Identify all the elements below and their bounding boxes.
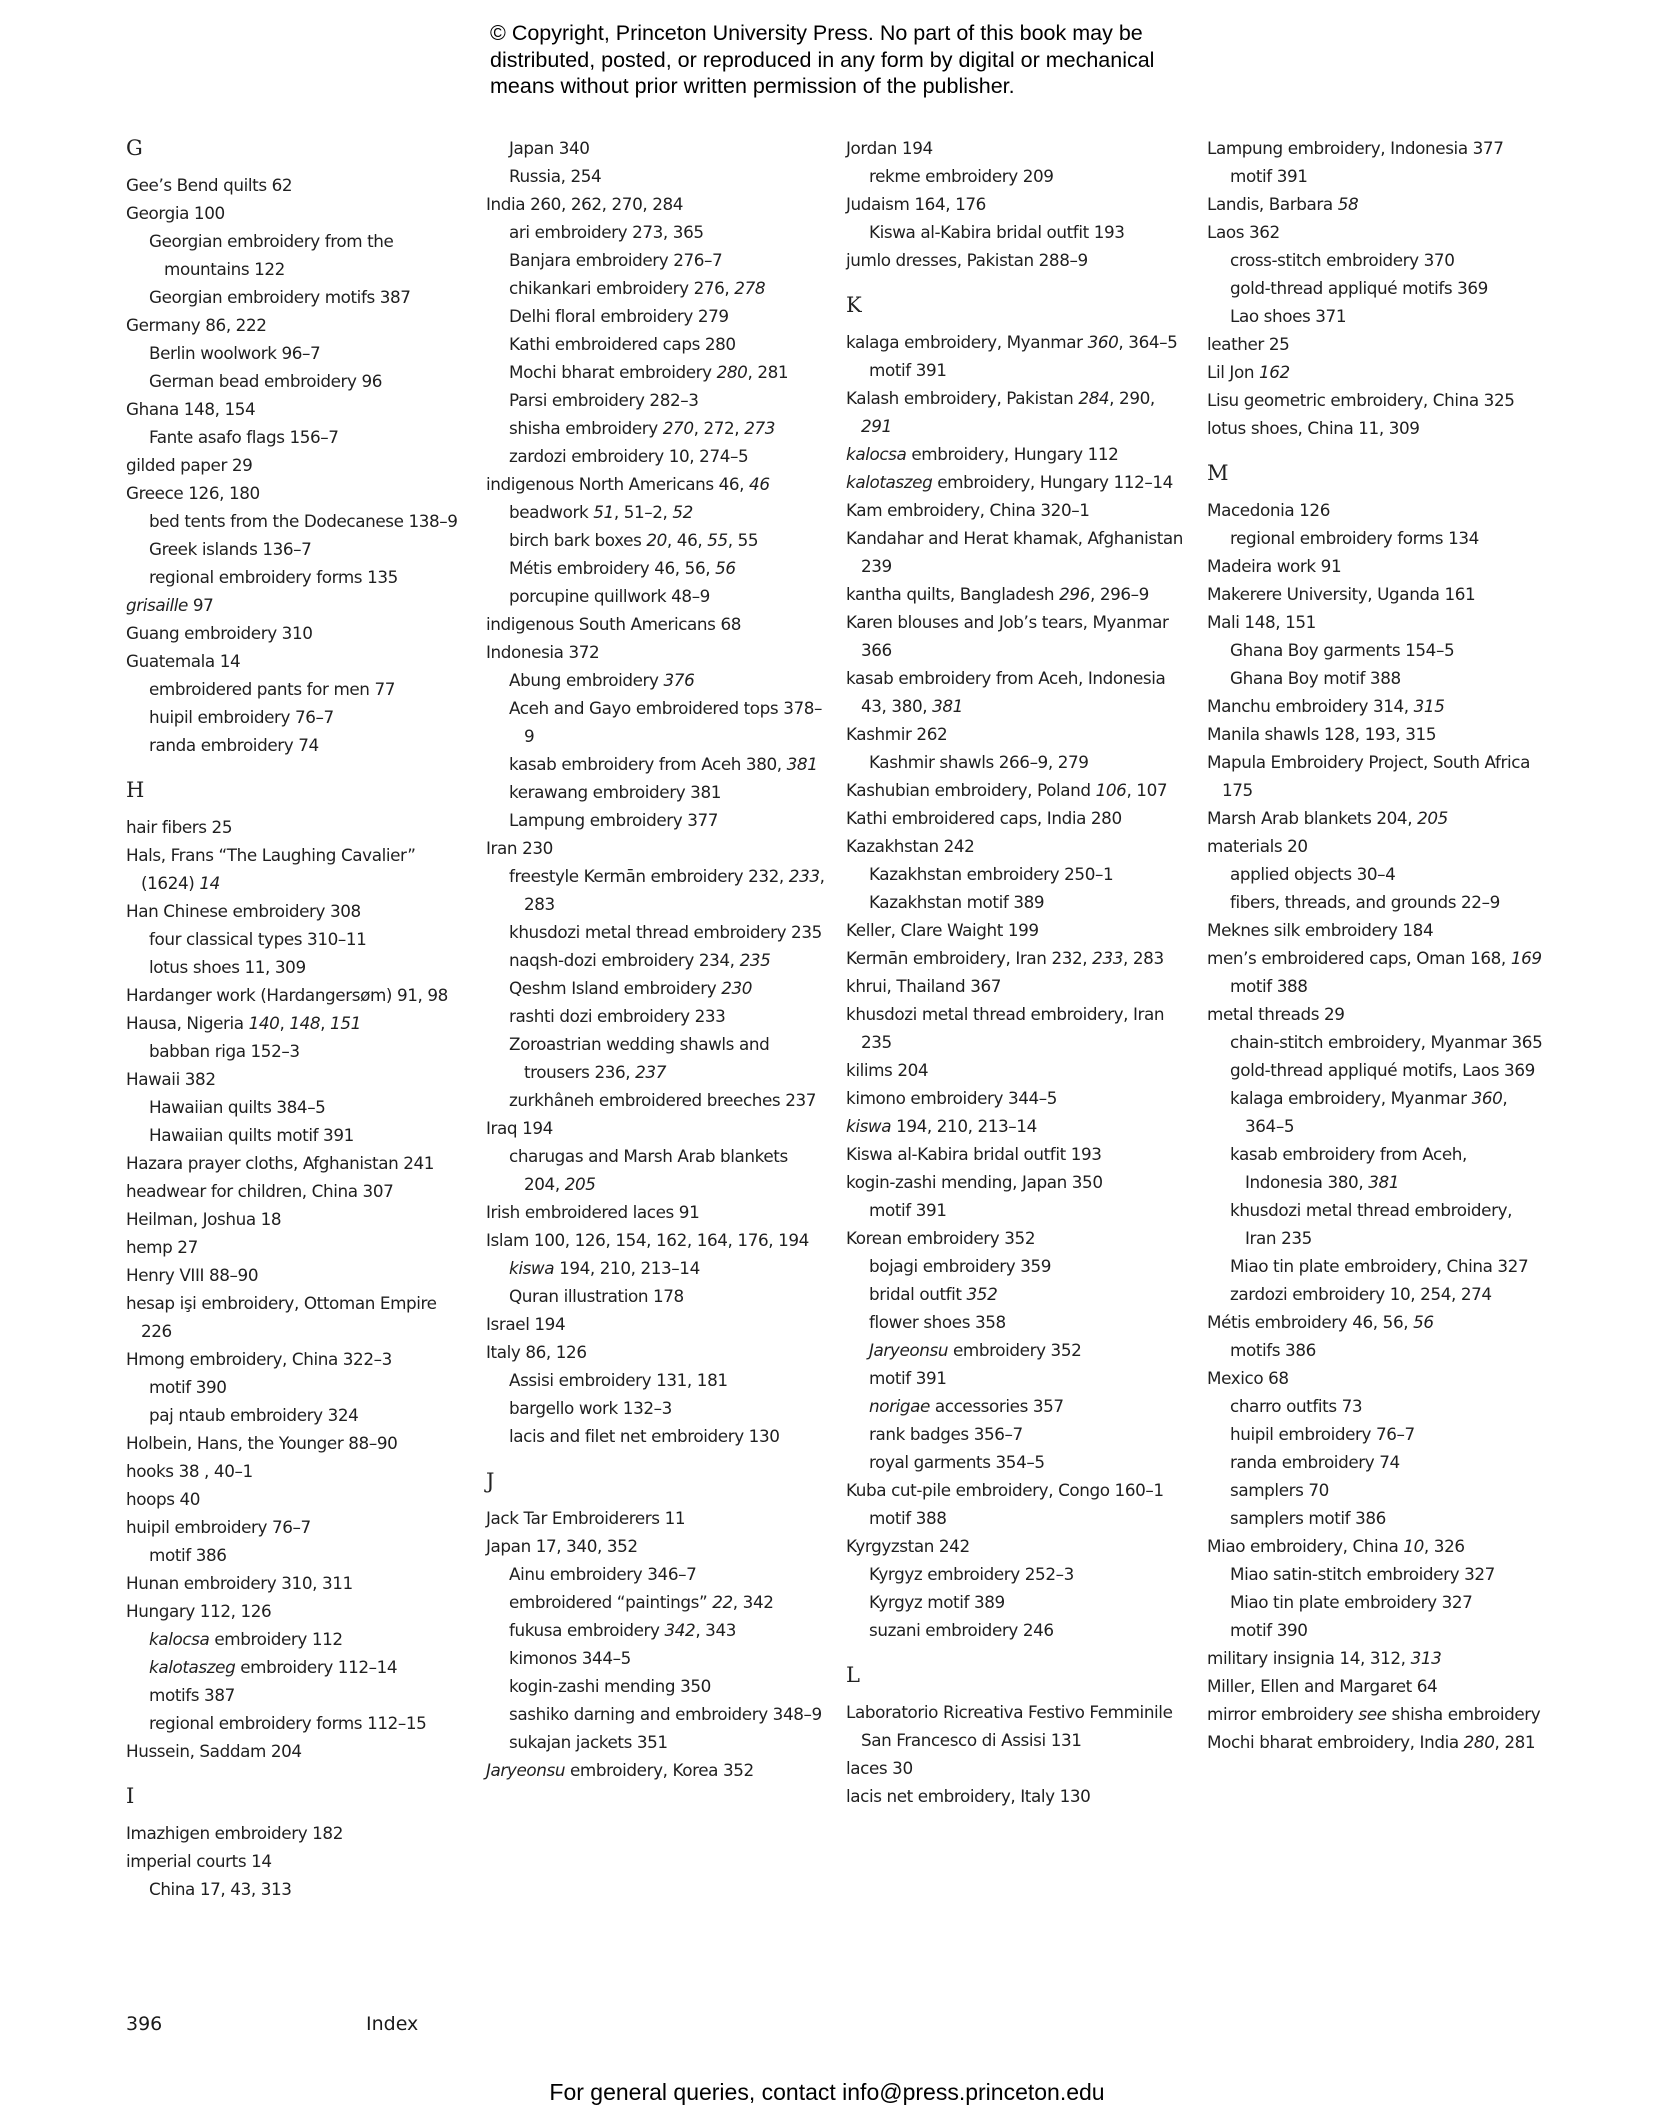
index-entry: Kazakhstan 242 [846, 836, 975, 856]
copyright-line: means without prior written permission of the publisher. [490, 74, 1015, 98]
index-entry: lacis net embroidery, Italy 130 [846, 1786, 1091, 1806]
index-entry: Mochi bharat embroidery, India 280, 281 [1207, 1732, 1536, 1752]
index-entry: laces 30 [846, 1758, 913, 1778]
index-entry: hoops 40 [126, 1489, 201, 1509]
index-subentry: Miao tin plate embroidery 327 [1230, 1592, 1473, 1612]
index-subentry: Ainu embroidery 346–7 [509, 1564, 697, 1584]
index-subentry: babban riga 152–3 [149, 1041, 300, 1061]
index-subentry: embroidered “paintings” 22, 342 [509, 1592, 774, 1612]
index-subentry: zardozi embroidery 10, 254, 274 [1230, 1284, 1492, 1304]
index-subentry: regional embroidery forms 112–15 [149, 1713, 427, 1733]
index-subentry: Abung embroidery 376 [509, 670, 695, 690]
index-entry: hemp 27 [126, 1237, 198, 1257]
index-subentry: German bead embroidery 96 [149, 371, 383, 391]
index-subentry: rashti dozi embroidery 233 [509, 1006, 726, 1026]
section-letter: L [846, 1663, 860, 1687]
index-subentry: Aceh and Gayo embroidered tops 378–9 [509, 698, 823, 746]
index-entry: kogin-zashi mending, Japan 350 [846, 1172, 1103, 1192]
index-entry: kalotaszeg embroidery, Hungary 112–14 [846, 472, 1173, 492]
index-subentry: bed tents from the Dodecanese 138–9 [149, 511, 458, 531]
index-entry: Jaryeonsu embroidery, Korea 352 [486, 1760, 754, 1780]
index-subentry: chikankari embroidery 276, 278 [509, 278, 766, 298]
index-entry: Kyrgyzstan 242 [846, 1536, 970, 1556]
index-entry: Ghana 148, 154 [126, 399, 256, 419]
index-subentry: sukajan jackets 351 [509, 1732, 668, 1752]
index-entry: jumlo dresses, Pakistan 288–9 [846, 250, 1088, 270]
index-subentry: Ghana Boy garments 154–5 [1230, 640, 1455, 660]
index-subentry: rank badges 356–7 [869, 1424, 1023, 1444]
index-entry: Kam embroidery, China 320–1 [846, 500, 1090, 520]
index-entry: kantha quilts, Bangladesh 296, 296–9 [846, 584, 1149, 604]
index-subentry: sashiko darning and embroidery 348–9 [509, 1704, 822, 1724]
index-entry: Kermān embroidery, Iran 232, 233, 283 [846, 948, 1164, 968]
index-entry: Manchu embroidery 314, 315 [1207, 696, 1445, 716]
contact-line: For general queries, contact info@press.princeton.edu [549, 2079, 1105, 2105]
index-subentry: Parsi embroidery 282–3 [509, 390, 699, 410]
index-entry: Islam 100, 126, 154, 162, 164, 176, 194 [486, 1230, 809, 1250]
index-entry: Judaism 164, 176 [846, 194, 986, 214]
index-subentry: charugas and Marsh Arab blankets 204, 205 [509, 1146, 788, 1194]
index-subentry: lotus shoes 11, 309 [149, 957, 306, 977]
copyright-line: © Copyright, Princeton University Press. No part of this book may be [490, 21, 1143, 45]
index-subentry: China 17, 43, 313 [149, 1879, 292, 1899]
index-entry: Kuba cut-pile embroidery, Congo 160–1 [846, 1480, 1164, 1500]
index-entry: Italy 86, 126 [486, 1342, 587, 1362]
index-subentry: gold-thread appliqué motifs, Laos 369 [1230, 1060, 1535, 1080]
index-subentry: bridal outfit 352 [869, 1284, 998, 1304]
index-entry: kimono embroidery 344–5 [846, 1088, 1058, 1108]
index-entry: hair fibers 25 [126, 817, 233, 837]
index-subentry: porcupine quillwork 48–9 [509, 586, 710, 606]
copyright-notice [490, 20, 1250, 100]
page-number: 396 [126, 2013, 163, 2035]
index-subentry: regional embroidery forms 135 [149, 567, 398, 587]
section-letter: J [486, 1469, 495, 1493]
index-subentry: Assisi embroidery 131, 181 [509, 1370, 728, 1390]
index-entry: Hausa, Nigeria 140, 148, 151 [126, 1013, 361, 1033]
index-entry: materials 20 [1207, 836, 1308, 856]
index-subentry: bojagi embroidery 359 [869, 1256, 1052, 1276]
copyright-line: distributed, posted, or reproduced in any form by digital or mechanical [490, 47, 1155, 72]
index-entry: Iraq 194 [486, 1118, 553, 1138]
index-subentry: Hawaiian quilts 384–5 [149, 1097, 326, 1117]
index-subentry: Kiswa al-Kabira bridal outfit 193 [869, 222, 1125, 242]
index-subentry: fukusa embroidery 342, 343 [509, 1620, 737, 1640]
index-subentry: kogin-zashi mending 350 [509, 1676, 711, 1696]
index-entry: Hals, Frans “The Laughing Cavalier” (1624) 14 [126, 845, 416, 893]
index-entry: Kashmir 262 [846, 724, 948, 744]
index-subentry: motifs 387 [149, 1685, 235, 1705]
index-entry: Mali 148, 151 [1207, 612, 1316, 632]
index-subentry: naqsh-dozi embroidery 234, 235 [509, 950, 771, 970]
index-subentry: beadwork 51, 51–2, 52 [509, 502, 693, 522]
index-entry: Imazhigen embroidery 182 [126, 1823, 343, 1843]
index-subentry: kasab embroidery from Aceh 380, 381 [509, 754, 818, 774]
index-subentry: bargello work 132–3 [509, 1398, 672, 1418]
index-entry: indigenous South Americans 68 [486, 614, 741, 634]
index-entry: Kiswa al-Kabira bridal outfit 193 [846, 1144, 1102, 1164]
index-subentry: Banjara embroidery 276–7 [509, 250, 723, 270]
section-letter: H [126, 778, 144, 802]
index-subentry: Greek islands 136–7 [149, 539, 312, 559]
index-subentry: kalotaszeg embroidery 112–14 [149, 1657, 398, 1677]
index-subentry: Georgian embroidery motifs 387 [149, 287, 411, 307]
index-subentry: zurkhâneh embroidered breeches 237 [509, 1090, 817, 1110]
index-entry: mirror embroidery see shisha embroidery [1207, 1704, 1541, 1724]
index-entry: Japan 17, 340, 352 [486, 1536, 638, 1556]
index-subentry: kerawang embroidery 381 [509, 782, 722, 802]
index-subentry: Georgian embroidery from the mountains 122 [149, 231, 394, 279]
index-entry: Gee’s Bend quilts 62 [126, 175, 293, 195]
index-subentry: kasab embroidery from Aceh, Indonesia 380, 381 [1230, 1144, 1467, 1192]
index-entry: Hungary 112, 126 [126, 1601, 272, 1621]
index-subentry: chain-stitch embroidery, Myanmar 365 [1230, 1032, 1543, 1052]
index-entry: Iran 230 [486, 838, 553, 858]
index-entry: huipil embroidery 76–7 [126, 1517, 311, 1537]
index-subentry: rekme embroidery 209 [869, 166, 1054, 186]
index-subentry: cross-stitch embroidery 370 [1230, 250, 1455, 270]
index-entry: Lampung embroidery, Indonesia 377 [1207, 138, 1504, 158]
index-entry: Mapula Embroidery Project, South Africa 175 [1207, 752, 1530, 800]
index-subentry: Lao shoes 371 [1230, 306, 1347, 326]
index-entry: leather 25 [1207, 334, 1290, 354]
index-subentry: Fante asafo flags 156–7 [149, 427, 339, 447]
index-subentry: huipil embroidery 76–7 [149, 707, 334, 727]
index-entry: Jack Tar Embroiderers 11 [486, 1508, 686, 1528]
index-entry: Georgia 100 [126, 203, 225, 223]
index-entry: imperial courts 14 [126, 1851, 272, 1871]
index-subentry: birch bark boxes 20, 46, 55, 55 [509, 530, 759, 550]
index-subentry: motif 391 [869, 1368, 947, 1388]
index-entry: Makerere University, Uganda 161 [1207, 584, 1476, 604]
index-entry: Han Chinese embroidery 308 [126, 901, 361, 921]
index-subentry: motif 388 [1230, 976, 1308, 996]
index-entry: Hussein, Saddam 204 [126, 1741, 302, 1761]
index-subentry: Qeshm Island embroidery 230 [509, 978, 753, 998]
index-subentry: Delhi floral embroidery 279 [509, 306, 729, 326]
index-subentry: motif 391 [869, 360, 947, 380]
index-entry: Germany 86, 222 [126, 315, 267, 335]
index-entry: Marsh Arab blankets 204, 205 [1207, 808, 1448, 828]
index-subentry: huipil embroidery 76–7 [1230, 1424, 1415, 1444]
index-subentry: regional embroidery forms 134 [1230, 528, 1479, 548]
index-subentry: royal garments 354–5 [869, 1452, 1045, 1472]
index-entry: Guang embroidery 310 [126, 623, 313, 643]
index-subentry: motifs 386 [1230, 1340, 1316, 1360]
index-subentry: kiswa 194, 210, 213–14 [509, 1258, 700, 1278]
index-subentry: randa embroidery 74 [149, 735, 319, 755]
index-entry: Lil Jon 162 [1207, 362, 1290, 382]
index-column-1 [126, 134, 466, 1903]
index-subentry: Ghana Boy motif 388 [1230, 668, 1401, 688]
index-entry: Korean embroidery 352 [846, 1228, 1036, 1248]
index-entry: indigenous North Americans 46, 46 [486, 474, 770, 494]
index-entry: kiswa 194, 210, 213–14 [846, 1116, 1037, 1136]
index-subentry: samplers motif 386 [1230, 1508, 1386, 1528]
index-subentry: embroidered pants for men 77 [149, 679, 396, 699]
index-entry: kalocsa embroidery, Hungary 112 [846, 444, 1119, 464]
index-entry: Hardanger work (Hardangersøm) 91, 98 [126, 985, 448, 1005]
index-subentry: Japan 340 [509, 138, 590, 158]
index-entry: Miao embroidery, China 10, 326 [1207, 1536, 1465, 1556]
index-subentry: Zoroastrian wedding shawls and trousers 236, 237 [509, 1034, 770, 1082]
index-entry: Hawaii 382 [126, 1069, 216, 1089]
section-letter: K [846, 293, 862, 317]
index-entry: kalaga embroidery, Myanmar 360, 364–5 [846, 332, 1178, 352]
index-entry: khrui, Thailand 367 [846, 976, 1002, 996]
index-subentry: Kazakhstan embroidery 250–1 [869, 864, 1114, 884]
index-subentry: fibers, threads, and grounds 22–9 [1230, 892, 1500, 912]
index-entry: Kathi embroidered caps, India 280 [846, 808, 1122, 828]
index-entry: India 260, 262, 270, 284 [486, 194, 684, 214]
index-entry: gilded paper 29 [126, 455, 253, 475]
index-entry: metal threads 29 [1207, 1004, 1345, 1024]
index-entry: Métis embroidery 46, 56, 56 [1207, 1312, 1434, 1332]
index-entry: Mexico 68 [1207, 1368, 1289, 1388]
index-subentry: Russia, 254 [509, 166, 602, 186]
index-subentry: Lampung embroidery 377 [509, 810, 719, 830]
index-subentry: Miao satin-stitch embroidery 327 [1230, 1564, 1495, 1584]
section-letter: I [126, 1784, 134, 1808]
index-subentry: motif 388 [869, 1508, 947, 1528]
index-subentry: Jaryeonsu embroidery 352 [869, 1340, 1082, 1360]
index-entry: headwear for children, China 307 [126, 1181, 394, 1201]
index-subentry: randa embroidery 74 [1230, 1452, 1400, 1472]
index-subentry: motif 386 [149, 1545, 227, 1565]
index-entry: military insignia 14, 312, 313 [1207, 1648, 1442, 1668]
index-entry: Landis, Barbara 58 [1207, 194, 1359, 214]
index-entry: Hazara prayer cloths, Afghanistan 241 [126, 1153, 435, 1173]
index-subentry: kimonos 344–5 [509, 1648, 631, 1668]
index-subentry: freestyle Kermān embroidery 232, 233, 283 [509, 866, 825, 914]
index-entry: Irish embroidered laces 91 [486, 1202, 700, 1222]
index-subentry: charro outfits 73 [1230, 1396, 1363, 1416]
section-letter: M [1207, 461, 1229, 485]
index-subentry: motif 390 [1230, 1620, 1308, 1640]
index-entry: Kashubian embroidery, Poland 106, 107 [846, 780, 1168, 800]
index-subentry: Kazakhstan motif 389 [869, 892, 1045, 912]
index-subentry: khusdozi metal thread embroidery 235 [509, 922, 822, 942]
index-subentry: Kyrgyz motif 389 [869, 1592, 1005, 1612]
index-entry: Heilman, Joshua 18 [126, 1209, 282, 1229]
index-subentry: Métis embroidery 46, 56, 56 [509, 558, 736, 578]
index-subentry: Kathi embroidered caps 280 [509, 334, 736, 354]
index-entry: Kalash embroidery, Pakistan 284, 290, 291 [846, 388, 1155, 436]
index-entry: Guatemala 14 [126, 651, 241, 671]
index-subentry: samplers 70 [1230, 1480, 1329, 1500]
index-column-2 [486, 134, 826, 1784]
index-subentry: motif 391 [1230, 166, 1308, 186]
index-subentry: paj ntaub embroidery 324 [149, 1405, 359, 1425]
index-entry: Hmong embroidery, China 322–3 [126, 1349, 392, 1369]
index-entry: Meknes silk embroidery 184 [1207, 920, 1434, 940]
index-subentry: Berlin woolwork 96–7 [149, 343, 321, 363]
index-entry: grisaille 97 [126, 595, 214, 615]
index-entry: Lisu geometric embroidery, China 325 [1207, 390, 1515, 410]
index-subentry: norigae accessories 357 [869, 1396, 1064, 1416]
index-subentry: flower shoes 358 [869, 1312, 1006, 1332]
section-letter: G [126, 136, 143, 160]
index-subentry: applied objects 30–4 [1230, 864, 1396, 884]
index-entry: kilims 204 [846, 1060, 929, 1080]
index-entry: lotus shoes, China 11, 309 [1207, 418, 1420, 438]
running-footer-title: Index [366, 2013, 419, 2035]
index-entry: Jordan 194 [846, 138, 933, 158]
index-subentry: suzani embroidery 246 [869, 1620, 1054, 1640]
index-entry: men’s embroidered caps, Oman 168, 169 [1207, 948, 1542, 968]
index-subentry: gold-thread appliqué motifs 369 [1230, 278, 1488, 298]
index-entry: hesap işi embroidery, Ottoman Empire 226 [126, 1293, 437, 1341]
index-subentry: Miao tin plate embroidery, China 327 [1230, 1256, 1529, 1276]
index-entry: Karen blouses and Job’s tears, Myanmar 366 [846, 612, 1169, 660]
index-entry: kasab embroidery from Aceh, Indonesia 43, 380, 381 [846, 668, 1166, 716]
index-entry: Hunan embroidery 310, 311 [126, 1573, 353, 1593]
index-entry: Keller, Clare Waight 199 [846, 920, 1039, 940]
index-subentry: Kashmir shawls 266–9, 279 [869, 752, 1089, 772]
index-column-3 [846, 134, 1186, 1810]
index-subentry: four classical types 310–11 [149, 929, 367, 949]
index-entry: Laos 362 [1207, 222, 1280, 242]
index-entry: Laboratorio Ricreativa Festivo Femminile San Francesco di Assisi 131 [846, 1702, 1173, 1750]
index-subentry: motif 390 [149, 1377, 227, 1397]
index-entry: hooks 38 , 40–1 [126, 1461, 253, 1481]
index-entry: Madeira work 91 [1207, 556, 1342, 576]
index-subentry: shisha embroidery 270, 272, 273 [509, 418, 776, 438]
index-subentry: lacis and filet net embroidery 130 [509, 1426, 780, 1446]
index-entry: Greece 126, 180 [126, 483, 260, 503]
index-subentry: kalocsa embroidery 112 [149, 1629, 343, 1649]
index-subentry: Hawaiian quilts motif 391 [149, 1125, 354, 1145]
index-entry: Miller, Ellen and Margaret 64 [1207, 1676, 1438, 1696]
index-entry: khusdozi metal thread embroidery, Iran 235 [846, 1004, 1165, 1052]
index-subentry: khusdozi metal thread embroidery, Iran 235 [1230, 1200, 1513, 1248]
index-entry: Holbein, Hans, the Younger 88–90 [126, 1433, 398, 1453]
index-subentry: zardozi embroidery 10, 274–5 [509, 446, 749, 466]
index-subentry: Kyrgyz embroidery 252–3 [869, 1564, 1074, 1584]
index-column-4 [1207, 134, 1547, 1756]
index-subentry: Quran illustration 178 [509, 1286, 684, 1306]
index-subentry: motif 391 [869, 1200, 947, 1220]
index-subentry: Mochi bharat embroidery 280, 281 [509, 362, 789, 382]
index-entry: Henry VIII 88–90 [126, 1265, 259, 1285]
index-entry: Israel 194 [486, 1314, 566, 1334]
index-entry: Kandahar and Herat khamak, Afghanistan 239 [846, 528, 1184, 576]
index-entry: Indonesia 372 [486, 642, 600, 662]
index-subentry: ari embroidery 273, 365 [509, 222, 704, 242]
index-entry: Manila shawls 128, 193, 315 [1207, 724, 1437, 744]
index-entry: Macedonia 126 [1207, 500, 1330, 520]
index-subentry: kalaga embroidery, Myanmar 360, 364–5 [1230, 1088, 1508, 1136]
